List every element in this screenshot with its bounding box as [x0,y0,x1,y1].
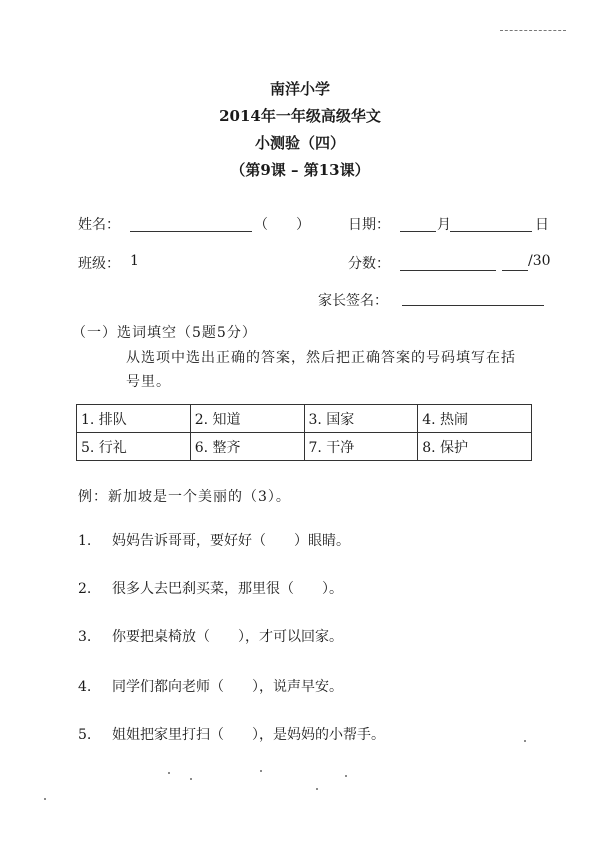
name-field[interactable] [130,231,252,232]
section-title: （一）选词填空（5题5分） [72,325,257,341]
score-label: 分数： [348,256,390,272]
scan-speck [44,798,46,800]
question-item [78,724,385,744]
option-cell: 5. 行礼 [77,433,191,461]
class-value: 1 [130,253,139,269]
class-label: 班级： [78,256,120,272]
question-number: 3. [78,629,92,645]
question-text: 你要把桌椅放（ ），才可以回家。 [112,629,343,645]
year-course: 2014年一年级高级华文 [219,107,381,125]
option-cell: 4. 热闹 [418,405,532,433]
month-label: 月 [437,217,451,233]
option-cell: 7. 干净 [304,433,418,461]
section-instruction: 从选项中选出正确的答案，然后把正确答案的号码填写在括号里。 [126,350,516,390]
corner-mark [500,30,566,31]
day-label: 日 [535,217,549,233]
question-item [78,578,343,598]
scan-speck [190,778,192,780]
question-item [78,626,343,646]
question-number: 1. [78,533,92,549]
question-item [78,530,350,550]
question-text: 姐姐把家里打扫（ ），是妈妈的小帮手。 [112,727,385,743]
parent-signature-label: 家长签名： [318,293,388,309]
month-field[interactable] [400,231,436,232]
question-item [78,676,343,696]
name-label: 姓名： [78,217,120,233]
scan-speck [168,772,170,774]
options-row [77,433,532,461]
scan-speck [345,775,347,777]
name-number-paren: （ ） [254,217,310,233]
options-table [76,404,532,461]
score-total: /30 [528,253,551,269]
scan-speck [260,770,262,772]
parent-signature-field[interactable] [402,305,544,306]
score-field-short[interactable] [502,270,528,271]
worksheet-header [0,76,600,184]
score-field[interactable] [400,270,496,271]
scan-speck [524,740,526,742]
test-title: 小测验（四） [254,134,345,152]
option-cell: 1. 排队 [77,405,191,433]
question-number: 4. [78,679,92,695]
lesson-range: （第9课 – 第13课） [230,161,370,179]
school-name: 南洋小学 [269,80,330,98]
option-cell: 3. 国家 [304,405,418,433]
question-text: 同学们都向老师（ ），说声早安。 [112,679,343,695]
option-cell: 6. 整齐 [190,433,304,461]
day-field[interactable] [450,231,532,232]
date-label: 日期： [348,217,390,233]
scan-speck [316,788,318,790]
option-cell: 8. 保护 [418,433,532,461]
question-number: 2. [78,581,92,597]
example-sentence: 例：新加坡是一个美丽的（3）。 [78,489,291,505]
question-text: 很多人去巴刹买菜，那里很（ ）。 [112,581,343,597]
options-row [77,405,532,433]
question-number: 5. [78,727,92,743]
option-cell: 2. 知道 [190,405,304,433]
question-text: 妈妈告诉哥哥，要好好（ ）眼睛。 [112,533,350,549]
